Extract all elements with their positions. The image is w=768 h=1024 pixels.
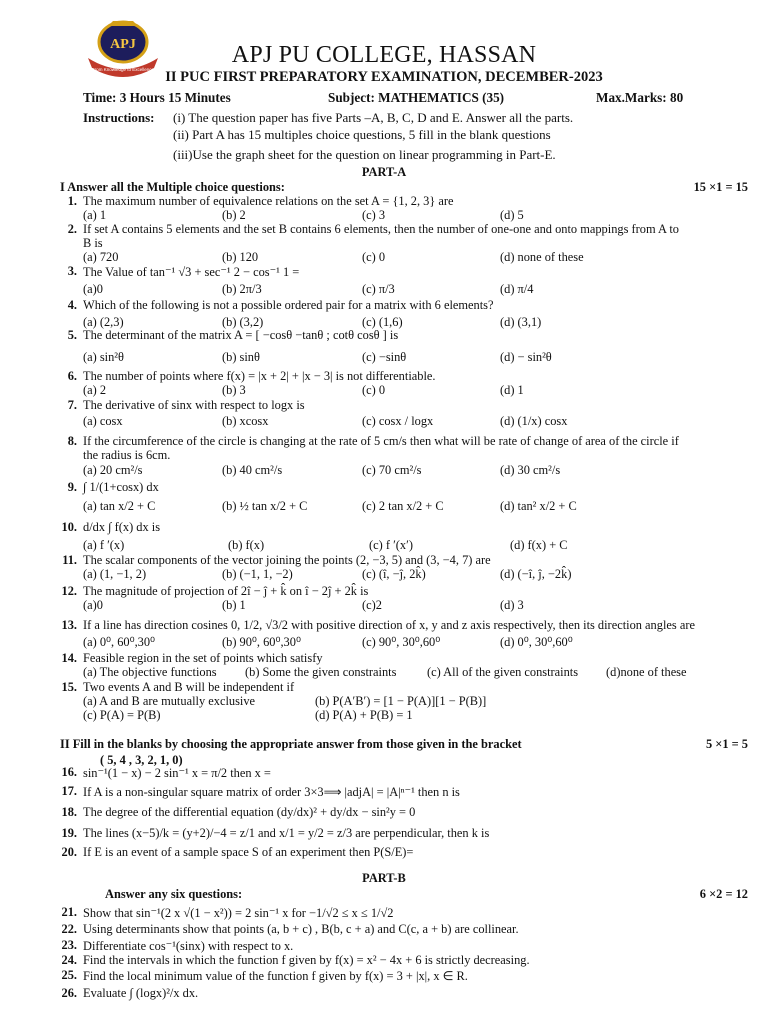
option: (d) f(x) + C [510, 538, 568, 552]
part-b-title: PART-B [362, 871, 406, 885]
question-number: 1. [67, 194, 77, 208]
question-text-cont: the radius is 6cm. [83, 448, 171, 462]
question-text: If the circumference of the circle is changing at the rate of 5 cm/s then what will be rate of change of area of the circle if [83, 434, 679, 448]
question-number: 13. [61, 618, 77, 632]
part-b-section-title: Answer any six questions: [105, 887, 243, 901]
question-number: 5. [67, 328, 77, 342]
option: (c) 0 [362, 250, 386, 264]
section-1-marks: 15 ×1 = 15 [693, 180, 748, 194]
option: (b) 120 [222, 250, 259, 264]
option: (c) cosx / logx [362, 414, 434, 428]
option: (b) (3,2) [222, 315, 264, 329]
option: (d) (−î, ĵ, −2k̂) [500, 567, 572, 581]
option: (b) P(A′B′) = [1 − P(A)][1 − P(B)] [315, 694, 487, 708]
exam-title: II PUC FIRST PREPARATORY EXAMINATION, DECEMBER-2023 [165, 69, 603, 85]
question-text: The lines (x−5)/k = (y+2)/−4 = z/1 and x/1 = y/2 = z/3 are perpendicular, then k is [83, 826, 490, 840]
question-number: 25. [61, 968, 77, 982]
option: (c) All of the given constraints [427, 665, 579, 679]
option: (c) π/3 [362, 282, 395, 296]
question-number: 8. [67, 434, 77, 448]
option: (d)none of these [606, 665, 687, 679]
option: (b) 3 [222, 383, 246, 397]
question-text: The scalar components of the vector joining the points (2, −3, 5) and (3, −4, 7) are [83, 553, 491, 567]
question-number: 12. [61, 584, 77, 598]
question-number: 16. [61, 765, 77, 779]
question-text: The number of points where f(x) = |x + 2| + |x − 3| is not differentiable. [83, 369, 436, 383]
option: (d) none of these [500, 250, 584, 264]
option: (a) 20 cm²/s [83, 463, 143, 477]
option: (a) cosx [83, 414, 123, 428]
option: (b) f(x) [228, 538, 265, 552]
option: (a) A and B are mutually exclusive [83, 694, 256, 708]
option: (a) f ′(x) [83, 538, 125, 552]
option: (d) 5 [500, 208, 524, 222]
question-text: The maximum number of equivalence relations on the set A = {1, 2, 3} are [83, 194, 454, 208]
question-text-cont: B is [83, 236, 103, 250]
option: (c) f ′(x′) [369, 538, 413, 552]
question-number: 23. [61, 938, 77, 952]
question-number: 7. [67, 398, 77, 412]
question-number: 20. [61, 845, 77, 859]
question-text: Using determinants show that points (a, b + c) , B(b, c + a) and C(c, a + b) are collinear. [83, 922, 519, 936]
option: (b) sinθ [222, 350, 260, 364]
question-number: 24. [61, 953, 77, 967]
option: (a) 1 [83, 208, 107, 222]
option: (d) π/4 [500, 282, 534, 296]
question-text: Evaluate ∫ (logx)²/x dx. [83, 986, 199, 1000]
question-number: 4. [67, 298, 77, 312]
question-number: 14. [61, 651, 77, 665]
question-text: If E is an event of a sample space S of an experiment then P(S/E)= [83, 845, 414, 859]
option: (b) (−1, 1, −2) [222, 567, 293, 581]
option: (a) (2,3) [83, 315, 124, 329]
option: (d) tan² x/2 + C [500, 499, 577, 513]
question-number: 9. [67, 480, 77, 494]
college-title: APJ PU COLLEGE, HASSAN [231, 42, 537, 68]
option: (d) 0⁰, 30⁰,60⁰ [500, 635, 573, 649]
question-text: If a line has direction cosines 0, 1/2, √3/2 with positive direction of x, y and z axis respectively, then its direction angles are [83, 618, 695, 632]
option: (d) 1 [500, 383, 524, 397]
instruction-3: (iii)Use the graph sheet for the question on linear programming in Part-E. [173, 147, 556, 162]
question-number: 10. [61, 520, 77, 534]
option: (b) Some the given constraints [245, 665, 397, 679]
option: (b) 1 [222, 598, 246, 612]
question-number: 19. [61, 826, 77, 840]
section-1-title: I Answer all the Multiple choice questions: [60, 180, 285, 194]
option: (b) 2π/3 [222, 282, 262, 296]
option: (c) 0 [362, 383, 386, 397]
question-text: If set A contains 5 elements and the set B contains 6 elements, then the number of one-one and onto mappings from A to [83, 222, 680, 236]
part-b-marks: 6 ×2 = 12 [699, 887, 748, 901]
option: (c)2 [362, 598, 382, 612]
option: (c) (î, −ĵ, 2k̂) [362, 567, 426, 581]
option: (c) 2 tan x/2 + C [362, 499, 444, 513]
question-number: 3. [67, 264, 77, 278]
section-2-marks: 5 ×1 = 5 [706, 737, 748, 751]
question-text: The derivative of sinx with respect to logx is [83, 398, 305, 412]
option: (a) 2 [83, 383, 107, 397]
question-text: d/dx ∫ f(x) dx is [83, 520, 161, 534]
question-number: 26. [61, 986, 77, 1000]
option: (d) 3 [500, 598, 524, 612]
option: (c) (1,6) [362, 315, 403, 329]
question-text: The Value of tan⁻¹ √3 + sec⁻¹ 2 − cos⁻¹ 1 = [83, 265, 300, 279]
section-2-title: II Fill in the blanks by choosing the appropriate answer from those given in the bracket [60, 737, 522, 751]
option: (b) 40 cm²/s [222, 463, 283, 477]
question-text: The determinant of the matrix A = [ −cosθ −tanθ ; cotθ cosθ ] is [83, 328, 399, 342]
question-number: 22. [61, 922, 77, 936]
question-number: 21. [61, 905, 77, 919]
instruction-2: (ii) Part A has 15 multiples choice questions, 5 fill in the blank questions [173, 127, 551, 142]
question-text: sin⁻¹(1 − x) − 2 sin⁻¹ x = π/2 then x = [83, 766, 271, 780]
question-number: 15. [61, 680, 77, 694]
question-text: Two events A and B will be independent if [83, 680, 295, 694]
question-text: Differentiate cos⁻¹(sinx) with respect to x. [83, 939, 294, 953]
option: (b) 90⁰, 60⁰,30⁰ [222, 635, 301, 649]
option: (b) xcosx [222, 414, 269, 428]
option: (a) 0⁰, 60⁰,30⁰ [83, 635, 156, 649]
option: (c) P(A) = P(B) [83, 708, 161, 722]
option: (d) − sin²θ [500, 350, 552, 364]
svg-text:From Knowledge to Excellence: From Knowledge to Excellence [91, 67, 155, 72]
option: (d) (3,1) [500, 315, 542, 329]
question-text: Show that sin⁻¹(2 x √(1 − x²)) = 2 sin⁻¹ x for −1/√2 ≤ x ≤ 1/√2 [83, 906, 394, 920]
question-number: 11. [62, 553, 77, 567]
option: (c) −sinθ [362, 350, 407, 364]
question-number: 18. [61, 805, 77, 819]
max-marks: Max.Marks: 80 [596, 90, 684, 105]
question-text: Which of the following is not a possible ordered pair for a matrix with 6 elements? [83, 298, 494, 312]
option: (a) The objective functions [83, 665, 217, 679]
option: (c) 90⁰, 30⁰,60⁰ [362, 635, 441, 649]
question-text: If A is a non-singular square matrix of order 3×3⟹ |adjA| = |A|ⁿ⁻¹ then n is [83, 785, 460, 799]
exam-time: Time: 3 Hours 15 Minutes [83, 90, 231, 105]
option: (d) P(A) + P(B) = 1 [315, 708, 413, 722]
answer-bracket: ( 5, 4 , 3, 2, 1, 0) [100, 753, 183, 767]
question-number: 2. [67, 222, 77, 236]
exam-subject: Subject: MATHEMATICS (35) [328, 90, 505, 105]
option: (d) 30 cm²/s [500, 463, 561, 477]
option: (b) ½ tan x/2 + C [222, 499, 308, 513]
question-number: 6. [67, 369, 77, 383]
instruction-1: (i) The question paper has five Parts –A, B, C, D and E. Answer all the parts. [173, 110, 574, 125]
part-a-title: PART-A [361, 165, 407, 179]
option: (a) tan x/2 + C [83, 499, 156, 513]
question-text: Feasible region in the set of points which satisfy [83, 651, 323, 665]
option: (d) (1/x) cosx [500, 414, 568, 428]
option: (a)0 [83, 282, 103, 296]
option: (a) sin²θ [83, 350, 124, 364]
option: (c) 70 cm²/s [362, 463, 422, 477]
question-text: The degree of the differential equation (dy/dx)² + dy/dx − sin²y = 0 [83, 805, 416, 819]
question-text: Find the intervals in which the function f given by f(x) = x² − 4x + 6 is strictly decreasing. [83, 953, 530, 967]
question-text: The magnitude of projection of 2î − ĵ + k̂ on î − 2ĵ + 2k̂ is [83, 584, 369, 598]
svg-text:APJ: APJ [110, 37, 136, 52]
question-text: ∫ 1/(1+cosx) dx [83, 480, 159, 494]
option: (a) 720 [83, 250, 119, 264]
instructions-label: Instructions: [83, 110, 155, 125]
option: (a)0 [83, 598, 103, 612]
option: (a) (1, −1, 2) [83, 567, 147, 581]
question-text: Find the local minimum value of the function f given by f(x) = 3 + |x|, x ∈ R. [83, 969, 468, 983]
option: (b) 2 [222, 208, 246, 222]
question-number: 17. [61, 784, 77, 798]
option: (c) 3 [362, 208, 386, 222]
